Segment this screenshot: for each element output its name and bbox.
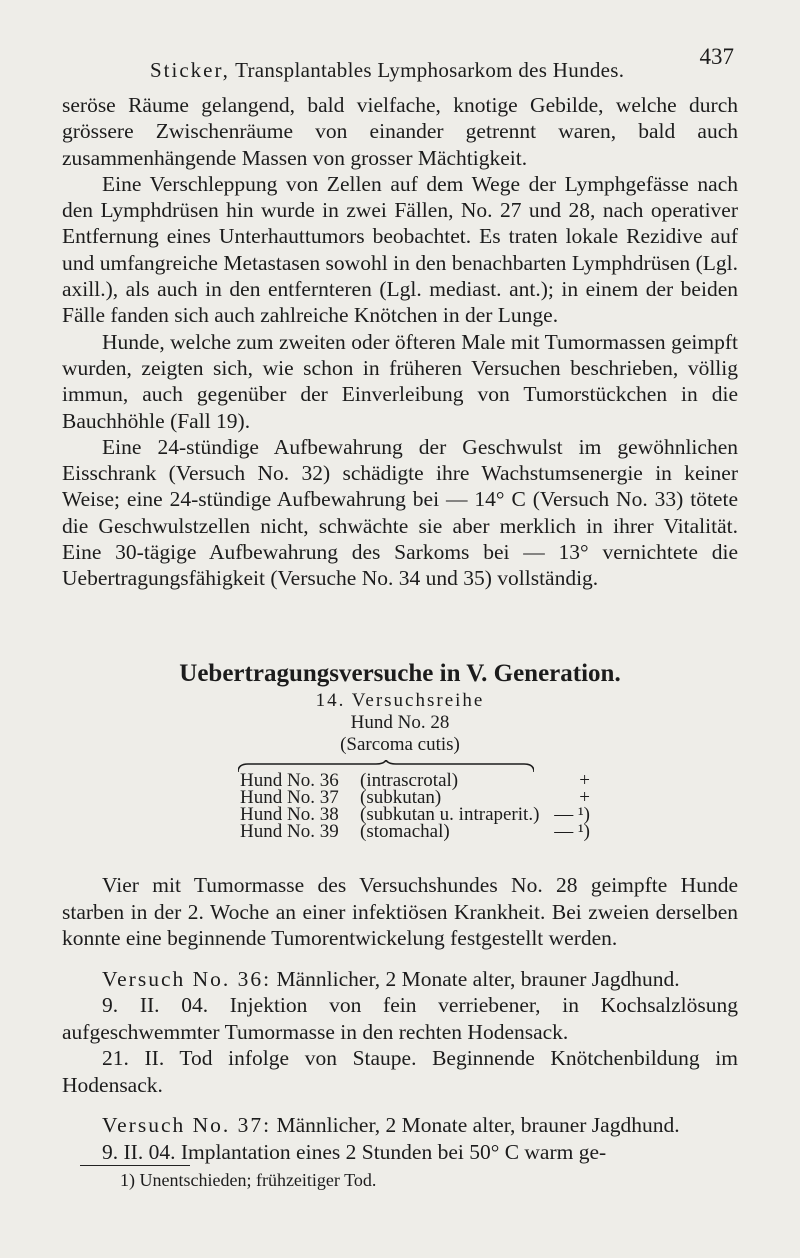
main-text xyxy=(62,92,738,592)
experiment-37-header xyxy=(62,1112,738,1139)
table-row xyxy=(240,823,600,840)
dog-result: + xyxy=(579,787,590,808)
footnote: 1) Unentschieden; frühzeitiger Tod. xyxy=(120,1170,377,1190)
paragraph: Vier mit Tumormasse des Versuchshundes No. 28 geimpfte Hunde starben in der 2. Woche an einer infektiösen Krankheit. Bei zweien derselben konnte eine beginnende Tumorentwickelung festgestellt werden. xyxy=(62,873,738,950)
dog-label: Hund No. 37 xyxy=(240,787,339,808)
paragraph: Eine 24-stündige Aufbewahrung der Geschwulst im gewöhnlichen Eisschrank (Versuch No. 32) schädigte ihre Wachstumsenergie in keiner Weise; eine 24-stündige Aufbewahrung bei — 14° C (Versuch No. 33) tötete die Geschwulstzellen nicht, schwächte sie aber merklich in ihrer Vitalität. Eine 30-tägige Aufbewahrung des Sarkoms bei — 13° vernichtete die Uebertragungsfähigkeit (Versuche No. 34 und 35) vollständig. xyxy=(62,434,738,591)
page-number: 437 xyxy=(699,44,734,69)
experiment-entry: 9. II. 04. Implantation eines 2 Stunden bei 50° C warm ge- xyxy=(102,1139,607,1164)
experiment-desc: Männlicher, 2 Monate alter, brauner Jagdhund. xyxy=(276,1113,680,1137)
paragraph: seröse Räume gelangend, bald vielfache, knotige Gebilde, welche durch grössere Zwischenräume von einander getrennt waren, bald auch zusammenhängende Massen von grosser Mächtigkeit. xyxy=(62,93,738,170)
series-block xyxy=(62,690,738,756)
paragraph: Eine Verschleppung von Zellen auf dem Wege der Lymphgefässe nach den Lymphdrüsen hin wurde in zwei Fällen, No. 27 und 28, nach operativer Entfernung eines Unterhauttumors beobachtet. Es traten lokale Rezidive auf und umfangreiche Metastasen sowohl in den benachbarten Lymphdrüsen (Lgl. axill.), als auch in den entfernteren (Lgl. mediast. ant.); in einem der beiden Fälle fanden sich auch zahlreiche Knötchen in der Lunge. xyxy=(62,171,738,328)
dog-route: (subkutan) xyxy=(360,787,442,808)
dog-route: (intrascrotal) xyxy=(360,770,459,791)
experiment-36-header xyxy=(62,966,738,993)
section-title: Uebertragungsversuche in V. Generation. xyxy=(179,660,621,687)
dog-result: — ¹) xyxy=(554,804,590,825)
dog-result: — ¹) xyxy=(554,821,590,842)
dog-label: Hund No. 39 xyxy=(240,821,339,842)
experiment-text xyxy=(62,872,738,1165)
experiment-entry: 21. II. Tod infolge von Staupe. Beginnende Knötchenbildung im Hodensack. xyxy=(62,1046,738,1097)
dog-label: Hund No. 36 xyxy=(240,770,339,791)
dog-route: (stomachal) xyxy=(360,821,450,842)
dog-route: (subkutan u. intraperit.) xyxy=(360,804,540,825)
experiment-label: Versuch No. 37: xyxy=(102,1113,272,1137)
paragraph: Hunde, welche zum zweiten oder öfteren Male mit Tumormassen geimpft wurden, zeigten sich, wie schon in früheren Versuchen beschrieben, völlig immun, auch gegenüber der Einverleibung von Tumorstückchen in die Bauchhöhle (Fall 19). xyxy=(62,329,738,433)
running-header xyxy=(62,44,738,82)
experiment-desc: Männlicher, 2 Monate alter, brauner Jagdhund. xyxy=(276,966,680,991)
source-diagnosis: (Sarcoma cutis) xyxy=(340,734,460,755)
source-dog: Hund No. 28 xyxy=(350,712,450,733)
dog-label: Hund No. 38 xyxy=(240,804,339,825)
experiment-label: Versuch No. 36: xyxy=(102,966,272,991)
dog-result: + xyxy=(579,770,590,791)
transplant-table xyxy=(240,772,600,840)
experiment-entry: 9. II. 04. Injektion von fein verriebener, in Kochsalzlösung aufgeschwemmter Tumormasse in den rechten Hodensack. xyxy=(62,993,738,1044)
footnote-rule xyxy=(80,1165,190,1166)
header-author: Sticker, xyxy=(150,58,230,82)
header-title: Transplantables Lymphosarkom des Hundes. xyxy=(235,58,625,82)
running-title xyxy=(150,58,624,83)
series-label: 14. Versuchsreihe xyxy=(315,690,485,711)
